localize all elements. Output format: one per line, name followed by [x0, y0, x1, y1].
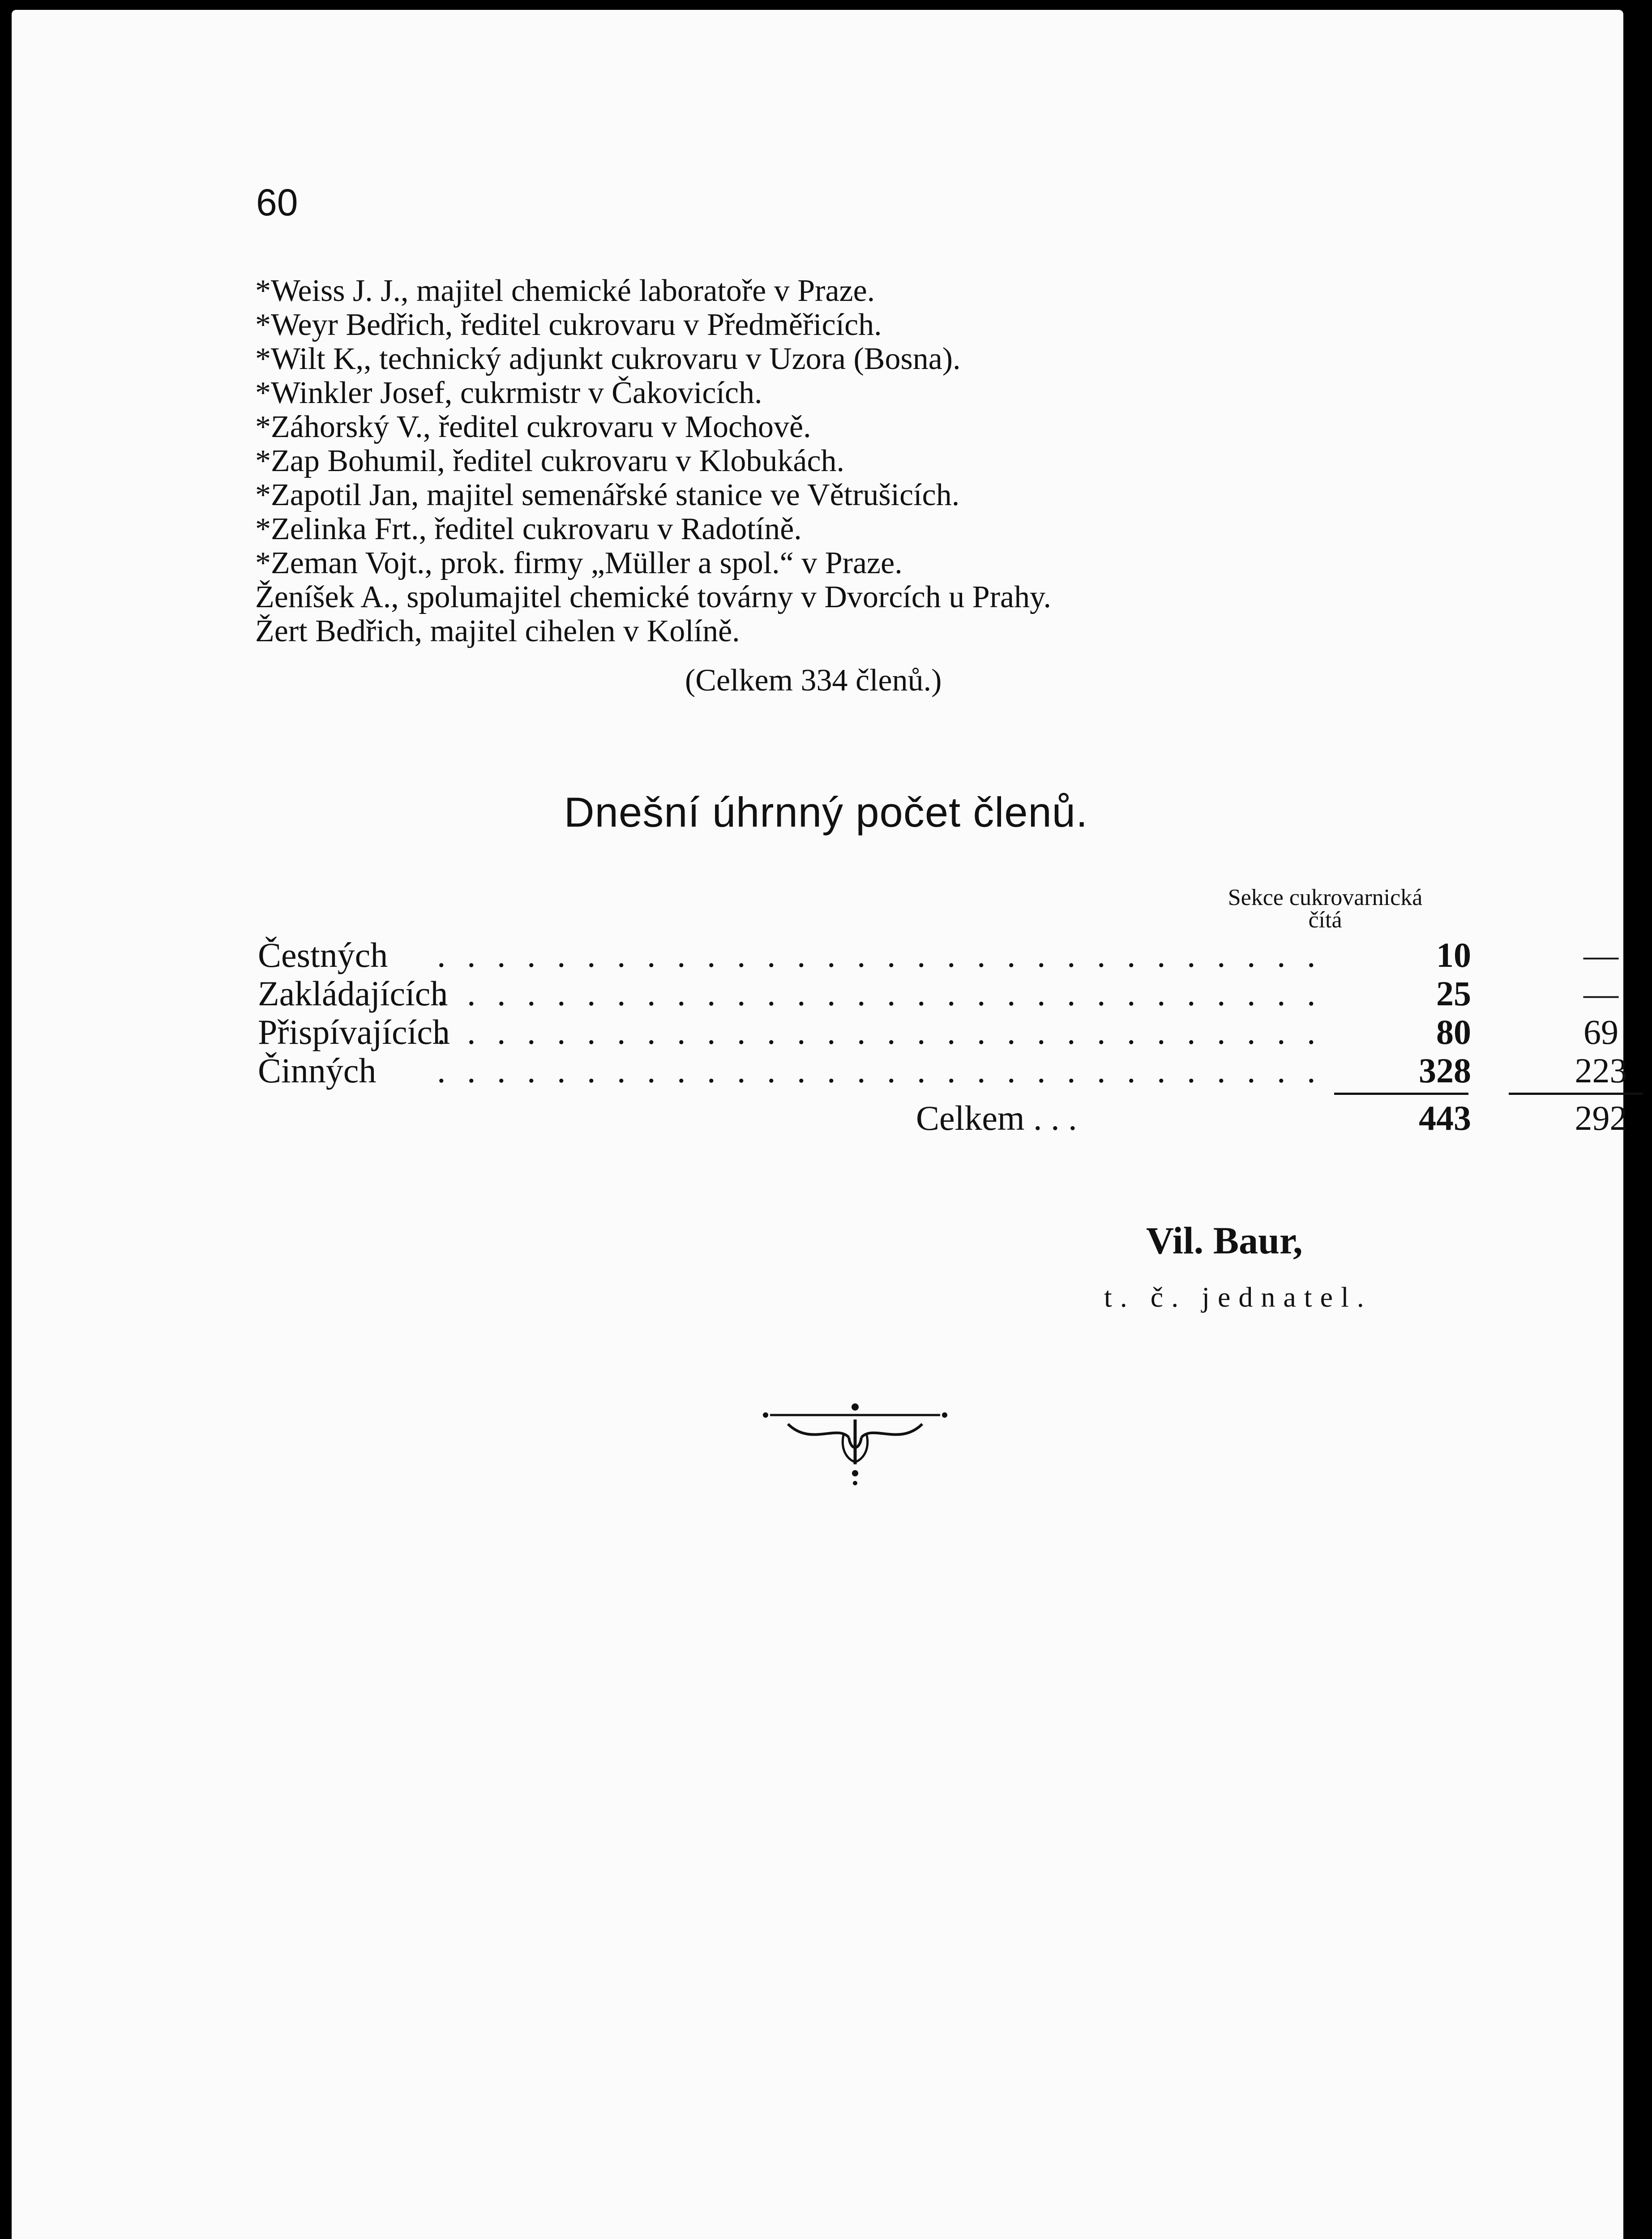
row-sekce-count: — — [1584, 974, 1618, 1013]
table-row — [258, 935, 1618, 974]
table-row — [258, 974, 1618, 1013]
list-item: *Wilt K,, technický adjunkt cukrovaru v Uzora (Bosna). — [255, 342, 961, 376]
row-count: 328 — [1419, 1051, 1471, 1090]
row-label: Zakládajících — [258, 974, 448, 1013]
signature-title: t. č. jednatel. — [1104, 1281, 1372, 1313]
table-row — [258, 1051, 1627, 1090]
total-row — [258, 1098, 1627, 1138]
row-label: Přispívajících — [258, 1012, 450, 1051]
ornament-icon — [761, 1397, 949, 1487]
row-label: Činných — [258, 1051, 377, 1090]
sum-rule-left — [1334, 1093, 1468, 1095]
row-count: 80 — [1436, 1012, 1471, 1051]
list-item: Ženíšek A., spolumajitel chemické továrny v Dvorcích u Prahy. — [255, 580, 1052, 614]
list-item: *Weiss J. J., majitel chemické laboratoře v Praze. — [255, 274, 875, 308]
list-item: *Weyr Bedřich, ředitel cukrovaru v Předměřicích. — [255, 308, 882, 342]
member-list — [255, 274, 1330, 648]
dot-leader: . . . . . . . . . . . . . . . . . . . . . . . . . . . . . . — [437, 974, 1322, 1013]
list-item: *Zap Bohumil, ředitel cukrovaru v Klobukách. — [255, 444, 845, 478]
dot-leader: . . . . . . . . . . . . . . . . . . . . . . . . . . . . . . — [437, 936, 1322, 974]
dot-leader: . . . . . . . . . . . . . . . . . . . . . . . . . . . . . . — [437, 1013, 1322, 1051]
row-count: 25 — [1436, 974, 1471, 1013]
row-label: Čestných — [258, 935, 388, 974]
row-sekce-count: 223 — [1575, 1051, 1627, 1090]
section-header-line2: čítá — [1308, 907, 1342, 933]
row-count: 10 — [1436, 935, 1471, 974]
list-item: *Zapotil Jan, majitel semenářské stanice ve Větrušicích. — [255, 478, 960, 512]
dot-leader: . . . . . . . . . . . . . . . . . . . . . . . . . . . . . . — [437, 1051, 1322, 1090]
list-item: *Záhorský V., ředitel cukrovaru v Mochově. — [255, 410, 811, 444]
section-header-line1: Sekce cukrovarnická — [1228, 885, 1423, 910]
total-sekce-count: 292 — [1575, 1098, 1627, 1137]
table-row — [258, 1012, 1618, 1051]
section-column-header — [1182, 887, 1468, 931]
summary-heading: Dnešní úhrnný počet členů. — [564, 789, 1088, 836]
signature-name: Vil. Baur, — [1146, 1219, 1303, 1262]
total-count: 443 — [1419, 1098, 1471, 1137]
list-item: Žert Bedřich, majitel cihelen v Kolíně. — [255, 614, 740, 648]
list-item: *Zeman Vojt., prok. firmy „Müller a spol.“ v Praze. — [255, 546, 903, 580]
list-item: *Winkler Josef, cukrmistr v Čakovicích. — [255, 376, 762, 410]
row-sekce-count: 69 — [1584, 1012, 1618, 1051]
list-item: *Zelinka Frt., ředitel cukrovaru v Radotíně. — [255, 512, 802, 546]
member-total-note: (Celkem 334 členů.) — [685, 663, 942, 698]
row-sekce-count: — — [1584, 935, 1618, 974]
sum-rule-right — [1509, 1093, 1643, 1095]
total-label: Celkem . . . — [916, 1098, 1077, 1137]
page-number: 60 — [256, 181, 298, 223]
